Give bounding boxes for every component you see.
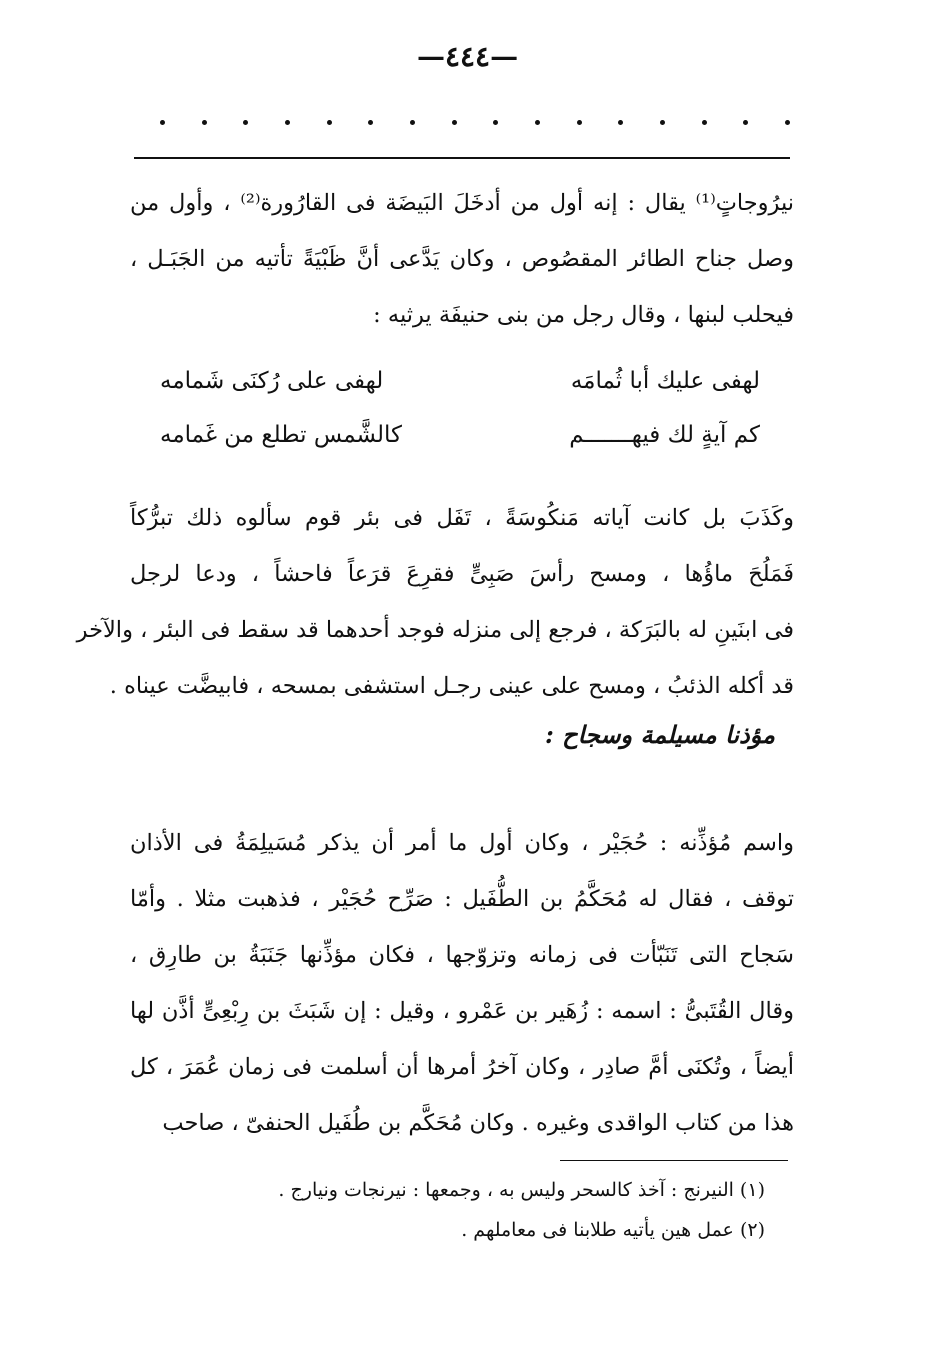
text-line: فَمَلُحَ ماؤُها ، ومسح رأسَ صَبِىٍّ فقرِعَ قرَعاً فاحشاً ، ودعا لرجل xyxy=(130,561,794,587)
ornament-dot xyxy=(577,120,582,125)
ornament-dot xyxy=(368,120,373,125)
text-line: فى ابنَينِ له بالبَرَكة ، فرجع إلى منزله فوجد أحدهما قد سقط فى البئر ، والآخر xyxy=(76,617,794,643)
ornament-dot xyxy=(535,120,540,125)
ornament-dot xyxy=(243,120,248,125)
top-rule xyxy=(134,157,790,159)
verse-line xyxy=(160,408,760,462)
ornament-dot xyxy=(785,120,790,125)
ornament-dot xyxy=(660,120,665,125)
ornament-dot xyxy=(743,120,748,125)
ornament-dot xyxy=(285,120,290,125)
ornament-dot xyxy=(327,120,332,125)
ornament-dot xyxy=(618,120,623,125)
text-line: أيضاً ، وتُكنَى أمَّ صادِر ، وكان آخرُ أمرها أن أسلمت فى زمان عُمَرَ ، كل xyxy=(130,1054,794,1080)
text-line: قد أكله الذئبُ ، ومسح على عينى رجـل استشفى بمسحه ، فابيضَّت عيناه . xyxy=(109,673,794,699)
poem-verse xyxy=(160,354,760,462)
ornament-dot xyxy=(493,120,498,125)
text-line: توقف ، فقال له مُحَكَّمُ بن الطُّفَيل : صَرِّح حُجَيْر ، فذهبت مثلا . وأمّا xyxy=(130,886,794,912)
paragraph-3 xyxy=(130,815,794,1151)
footnotes xyxy=(278,1170,765,1250)
text-line: نيرُوجاتٍ⁽¹⁾ يقال : إنه أول من أدخَلَ البَيضَة فى القارُورة⁽²⁾ ، وأول من xyxy=(130,190,794,216)
ornament-dot xyxy=(452,120,457,125)
ornament-dot xyxy=(202,120,207,125)
footnote: (٢) عمل هين يأتيه طلابنا فى معاملهم . xyxy=(461,1219,765,1241)
verse-line xyxy=(160,354,760,408)
paragraph-1 xyxy=(130,175,794,343)
verse-hemistich-first: كم آيةٍ لك فيهـــــــم xyxy=(569,422,760,448)
paragraph-2 xyxy=(76,490,794,714)
dotted-ornament xyxy=(160,120,790,125)
text-line: واسم مُؤذِّنه : حُجَيْر ، وكان أول ما أمر أن يذكر مُسَيلِمَةُ فى الأذان xyxy=(130,830,794,856)
footnote: (١) النيرنج : آخذ كالسحر وليس به ، وجمعها : نيرنجات ونيارج . xyxy=(278,1179,765,1201)
text-line: سَجاح التى تَنَبّأت فى زمانه وتزوّجها ، فكان مؤذِّنها جَنَبَةُ بن طارِق ، xyxy=(130,942,794,968)
ornament-dot xyxy=(410,120,415,125)
verse-hemistich-second: كالشَّمس تطلع من غَمامه xyxy=(160,422,402,448)
verse-hemistich-second: لهفى على رُكنَى شَمامه xyxy=(160,368,384,394)
text-line: وكَذَبَ بل كانت آياته مَنكُوسَةً ، تَفَل فى بئر قوم سألوه ذلك تبرُّكاً xyxy=(130,505,794,531)
ornament-dot xyxy=(702,120,707,125)
verse-hemistich-first: لهفى عليك أبا ثُمامَه xyxy=(570,368,760,394)
section-heading: مؤذنا مسيلمة وسجاح : xyxy=(544,720,775,749)
footnote-rule xyxy=(560,1160,788,1161)
text-line: فيحلب لبنها ، وقال رجل من بنى حنيفَة يرثيه : xyxy=(373,302,794,328)
text-line: وصل جناح الطائر المقصُوص ، وكان يَدَّعى أنَّ ظَبْيَةً تأتيه من الجَبَـل ، xyxy=(130,246,794,272)
text-line: وقال القُتَبىُّ : اسمه : زُهَير بن عَمْرو ، وقيل : إن شَبَثَ بن رِبْعِىٍّ أذَّن لها xyxy=(130,998,794,1024)
text-line: هذا من كتاب الواقدى وغيره . وكان مُحَكَّم بن طُفَيل الحنفىّ ، صاحب xyxy=(162,1110,794,1136)
page-number: —٤٤٤— xyxy=(416,40,519,73)
ornament-dot xyxy=(160,120,165,125)
